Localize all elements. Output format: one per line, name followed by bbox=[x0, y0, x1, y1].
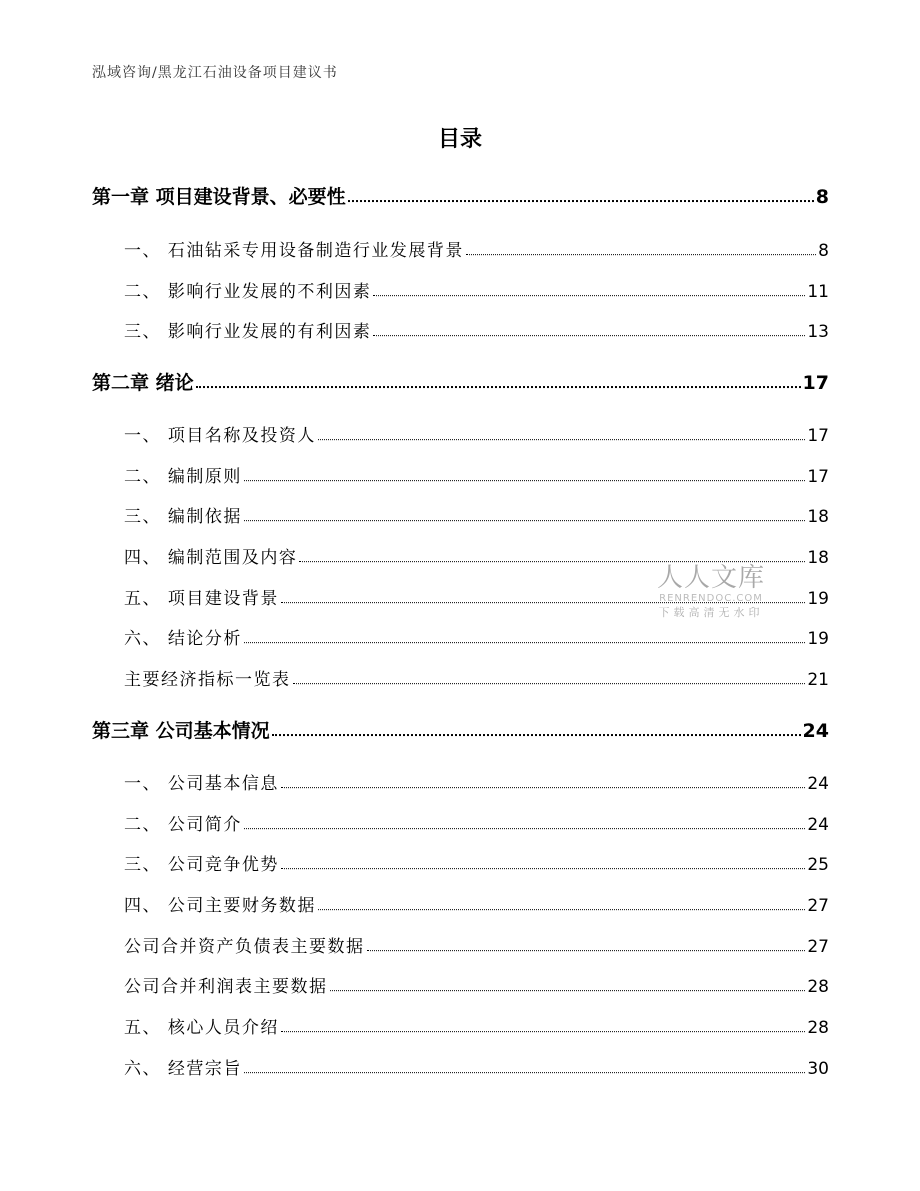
toc-leader-dots bbox=[244, 629, 805, 644]
toc-leader-dots bbox=[244, 507, 805, 522]
watermark bbox=[646, 563, 776, 621]
toc-entry-page: 24 bbox=[807, 774, 829, 794]
toc-leader-dots bbox=[244, 467, 805, 482]
toc-entry[interactable] bbox=[124, 810, 829, 835]
toc-title: 目录 bbox=[437, 127, 482, 152]
toc-entry-label: 二、 影响行业发展的不利因素 bbox=[124, 282, 372, 302]
toc-leader-dots bbox=[244, 815, 805, 830]
toc-entry-page: 18 bbox=[807, 507, 829, 527]
toc-entry-page: 19 bbox=[807, 629, 829, 649]
toc-entry[interactable] bbox=[124, 236, 829, 261]
toc-entry-page: 8 bbox=[815, 186, 829, 208]
toc-entry-page: 25 bbox=[807, 855, 829, 875]
toc-leader-dots bbox=[373, 282, 805, 297]
toc-entry-page: 17 bbox=[807, 467, 829, 487]
toc-entry[interactable] bbox=[124, 665, 829, 690]
toc-leader-dots bbox=[244, 1059, 805, 1074]
toc-leader-dots bbox=[318, 896, 805, 911]
toc-leader-dots bbox=[281, 1018, 805, 1033]
toc-entry-label: 公司合并利润表主要数据 bbox=[124, 977, 328, 997]
toc-leader-dots bbox=[348, 185, 814, 202]
toc-entry-page: 24 bbox=[802, 720, 829, 742]
toc-entry-label: 三、 公司竞争优势 bbox=[124, 855, 279, 875]
toc-leader-dots bbox=[330, 977, 806, 992]
toc-entry-label: 六、 经营宗旨 bbox=[124, 1059, 242, 1079]
toc-entry-page: 27 bbox=[807, 937, 829, 957]
toc-entry-page: 30 bbox=[807, 1059, 829, 1079]
toc-entry-page: 27 bbox=[807, 896, 829, 916]
toc-leader-dots bbox=[281, 774, 805, 789]
toc-entry[interactable] bbox=[124, 277, 829, 302]
toc-leader-dots bbox=[293, 670, 806, 685]
toc-entry-label: 六、 结论分析 bbox=[124, 629, 242, 649]
toc-entry[interactable] bbox=[124, 1054, 829, 1079]
toc-entry-page: 24 bbox=[807, 815, 829, 835]
toc-leader-dots bbox=[272, 719, 801, 736]
toc-entry-page: 11 bbox=[807, 282, 829, 302]
toc-entry[interactable] bbox=[124, 462, 829, 487]
watermark-url: RENRENDOC.COM bbox=[659, 593, 763, 604]
toc-entry-label: 主要经济指标一览表 bbox=[124, 670, 291, 690]
toc-entry[interactable] bbox=[124, 769, 829, 794]
toc-entry-page: 18 bbox=[807, 548, 829, 568]
toc-entry[interactable] bbox=[124, 932, 829, 957]
toc-entry-chapter-2[interactable] bbox=[92, 368, 829, 395]
toc-entry[interactable] bbox=[124, 421, 829, 446]
toc-leader-dots bbox=[196, 371, 801, 388]
toc-entry[interactable] bbox=[124, 891, 829, 916]
toc-entry-label: 第一章 项目建设背景、必要性 bbox=[92, 186, 346, 208]
toc-leader-dots bbox=[466, 241, 816, 256]
toc-leader-dots bbox=[299, 548, 805, 563]
toc-entry-page: 13 bbox=[807, 322, 829, 342]
toc-entry-label: 三、 编制依据 bbox=[124, 507, 242, 527]
toc-entry-label: 第二章 绪论 bbox=[92, 372, 194, 394]
toc-leader-dots bbox=[318, 426, 805, 441]
toc-entry[interactable] bbox=[124, 972, 829, 997]
toc-entry[interactable] bbox=[124, 317, 829, 342]
toc-entry[interactable] bbox=[124, 502, 829, 527]
toc-entry-label: 二、 编制原则 bbox=[124, 467, 242, 487]
toc-entry-page: 21 bbox=[807, 670, 829, 690]
toc-entry-label: 三、 影响行业发展的有利因素 bbox=[124, 322, 372, 342]
watermark-subtitle: 下载高清无水印 bbox=[658, 606, 764, 619]
toc-leader-dots bbox=[367, 937, 806, 952]
toc-entry-label: 公司合并资产负债表主要数据 bbox=[124, 937, 365, 957]
toc-entry-label: 四、 编制范围及内容 bbox=[124, 548, 298, 568]
toc-entry-label: 五、 项目建设背景 bbox=[124, 589, 279, 609]
toc-entry-label: 五、 核心人员介绍 bbox=[124, 1018, 279, 1038]
toc-entry-label: 一、 项目名称及投资人 bbox=[124, 426, 316, 446]
toc-entry-page: 28 bbox=[807, 1018, 829, 1038]
toc-entry-label: 一、 公司基本信息 bbox=[124, 774, 279, 794]
watermark-logo-text: 人人文库 bbox=[656, 563, 765, 593]
toc-entry-page: 17 bbox=[807, 426, 829, 446]
toc-entry-page: 19 bbox=[807, 589, 829, 609]
toc-entry[interactable] bbox=[124, 624, 829, 649]
toc-entry-label: 二、 公司简介 bbox=[124, 815, 242, 835]
toc-entry-page: 8 bbox=[818, 241, 829, 261]
toc-leader-dots bbox=[373, 322, 805, 337]
toc-entry-chapter-1[interactable] bbox=[92, 182, 829, 209]
toc-entry-label: 四、 公司主要财务数据 bbox=[124, 896, 316, 916]
toc-entry[interactable] bbox=[124, 850, 829, 875]
toc-entry-chapter-3[interactable] bbox=[92, 716, 829, 743]
toc-leader-dots bbox=[281, 855, 805, 870]
toc-entry-label: 第三章 公司基本情况 bbox=[92, 720, 270, 742]
toc-entry-page: 17 bbox=[802, 372, 829, 394]
toc-entry-page: 28 bbox=[807, 977, 829, 997]
toc-entry-label: 一、 石油钻采专用设备制造行业发展背景 bbox=[124, 241, 464, 261]
toc-entry[interactable] bbox=[124, 1013, 829, 1038]
document-header: 泓域咨询/黑龙江石油设备项目建议书 bbox=[92, 65, 338, 81]
